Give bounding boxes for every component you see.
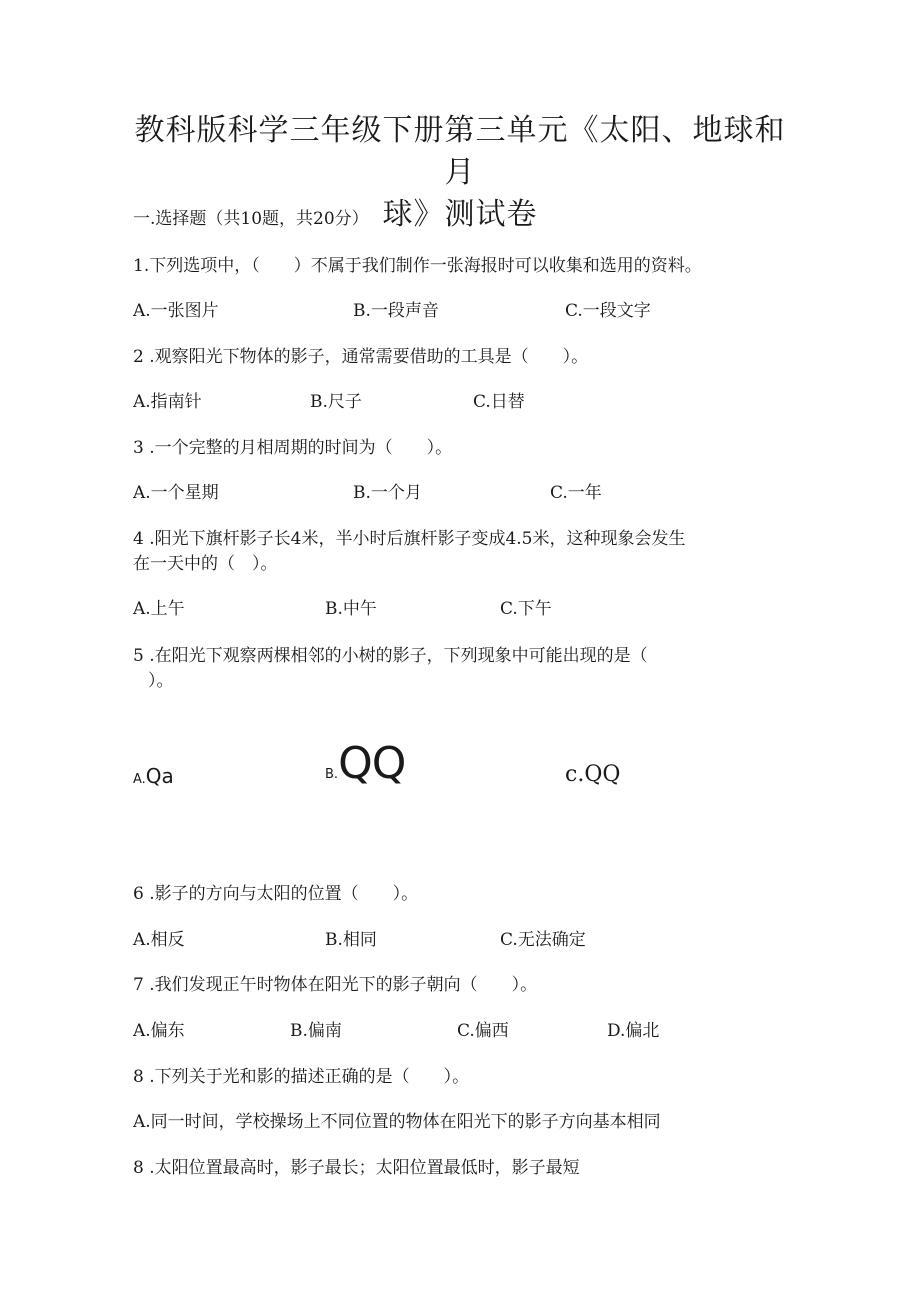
section-heading: 一.选择题（共10题，共20分） <box>133 209 369 229</box>
title-line-1: 教科版科学三年级下册第三单元《太阳、地球和月 <box>134 113 786 190</box>
question-4-stem-line-1: 4 .阳光下旗杆影子长4米，半小时后旗杆影子变成4.5米，这种现象会发生 <box>133 529 686 549</box>
option-c-picture: QQ <box>584 762 621 787</box>
question-1-stem: 1.下列选项中，（ ）不属于我们制作一张海报时可以收集和选用的资料。 <box>133 256 702 276</box>
question-4-stem-line-2: 在一天中的（ ）。 <box>133 554 278 574</box>
question-1-option-a: A.一张图片 <box>133 301 219 321</box>
option-b-picture: QQ <box>338 738 406 789</box>
question-5-stem-line-2: ）。 <box>148 671 174 691</box>
question-6-option-b: B.相同 <box>325 930 377 950</box>
question-3-option-b: B.一个月 <box>353 483 422 503</box>
option-c-prefix: c. <box>565 762 585 787</box>
option-a-picture: Qa <box>145 764 174 788</box>
question-6-stem: 6 .影子的方向与太阳的位置（ ）。 <box>133 884 419 904</box>
question-3-option-c: C.一年 <box>550 483 602 503</box>
question-3-option-a: A.一个星期 <box>133 483 219 503</box>
question-2-option-b: B.尺子 <box>310 392 362 412</box>
question-1-option-b: B.一段声音 <box>353 301 439 321</box>
question-2-stem: 2 .观察阳光下物体的影子，通常需要借助的工具是（ ）。 <box>133 347 589 367</box>
question-5-option-a <box>133 764 174 788</box>
question-5-stem-line-1: 5 .在阳光下观察两棵相邻的小树的影子，下列现象中可能出现的是（ <box>133 646 648 666</box>
question-5-option-b <box>325 738 405 789</box>
question-7-option-c: C.偏西 <box>457 1021 509 1041</box>
question-6-option-a: A.相反 <box>133 930 185 950</box>
title-line-2: 球》测试卷 <box>382 197 538 232</box>
question-2-option-c: C.日替 <box>473 392 525 412</box>
question-4-option-a: A.上午 <box>133 599 185 619</box>
question-1-option-c: C.一段文字 <box>565 301 651 321</box>
question-7-option-a: A.偏东 <box>133 1021 185 1041</box>
question-6-option-c: C.无法确定 <box>500 930 586 950</box>
question-7-stem: 7 .我们发现正午时物体在阳光下的影子朝向（ ）。 <box>133 975 538 995</box>
question-3-stem: 3 .一个完整的月相周期的时间为（ ）。 <box>133 438 453 458</box>
option-a-prefix: A. <box>133 772 146 787</box>
question-2-option-a: A.指南针 <box>133 392 202 412</box>
question-7-option-d: D.偏北 <box>607 1021 660 1041</box>
question-8-option-a: A.同一时间，学校操场上不同位置的物体在阳光下的影子方向基本相同 <box>133 1112 661 1132</box>
question-4-option-b: B.中午 <box>325 599 377 619</box>
question-5-option-c <box>565 762 620 787</box>
question-8-option-b: 8 .太阳位置最高时，影子最长；太阳位置最低时，影子最短 <box>133 1158 580 1178</box>
question-8-stem: 8 .下列关于光和影的描述正确的是（ ）。 <box>133 1067 470 1087</box>
question-7-option-b: B.偏南 <box>290 1021 342 1041</box>
question-4-option-c: C.下午 <box>500 599 552 619</box>
option-b-prefix: B. <box>325 767 339 782</box>
